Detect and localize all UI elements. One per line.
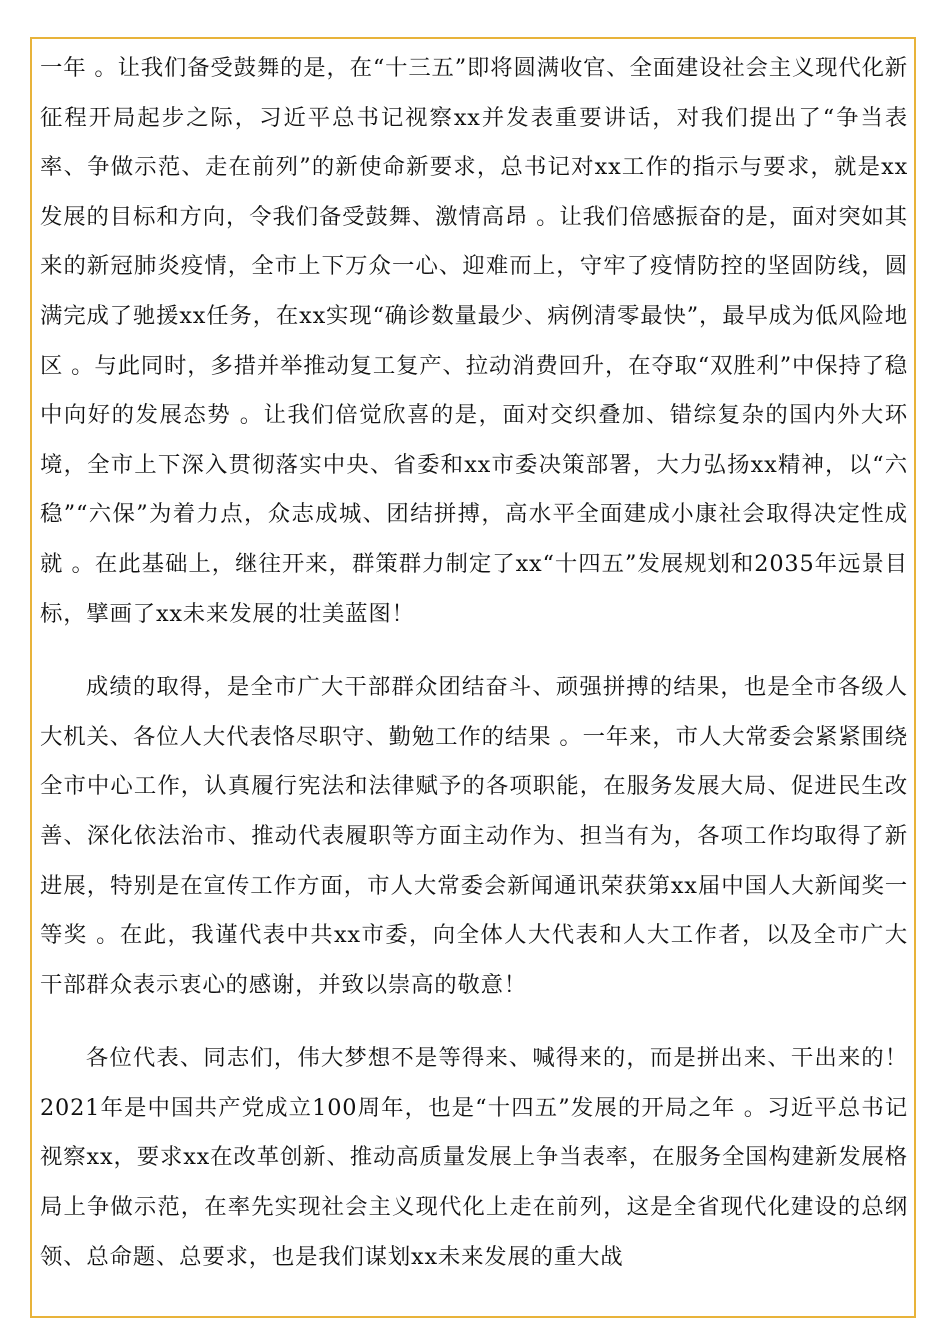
paragraph-1: 一年 。让我们备受鼓舞的是，在“十三五”即将圆满收官、全面建设社会主义现代化新征程开局起步之际，习近平总书记视察xx并发表重要讲话，对我们提出了“争当表率、争做示范、走在前列”的新使命新要求，总书记对xx工作的指示与要求，就是xx发展的目标和方向，令我们备受鼓舞、激情高昂 。让我们倍感振奋的是，面对突如其来的新冠肺炎疫情，全市上下万众一心、迎难而上，守牢了疫情防控的坚固防线，圆满完成了驰援xx任务，在xx实现“确诊数量最少、病例清零最快”，最早成为低风险地区 。与此同时，多措并举推动复工复产、拉动消费回升，在夺取“双胜利”中保持了稳中向好的发展态势 。让我们倍觉欣喜的是，面对交织叠加、错综复杂的国内外大环境，全市上下深入贯彻落实中央、省委和xx市委决策部署，大力弘扬xx精神，以“六稳”“六保”为着力点，众志成城、团结拼搏，高水平全面建成小康社会取得决定性成就 。在此基础上，继往开来，群策群力制定了xx“十四五”发展规划和2035年远景目标，擘画了xx未来发展的壮美蓝图！ — [40, 55, 908, 627]
paragraph-3: 各位代表、同志们，伟大梦想不是等得来、喊得来的，而是拼出来、干出来的！2021年是中国共产党成立100周年，也是“十四五”发展的开局之年 。习近平总书记视察xx，要求xx在改革创新、推动高质量发展上争当表率，在服务全国构建新发展格局上争做示范，在率先实现社会主义现代化上走在前列，这是全省现代化建设的总纲领、总命题、总要求，也是我们谋划xx未来发展的重大战 — [40, 1045, 908, 1270]
paragraph-gap — [40, 1010, 908, 1034]
document-body — [40, 44, 908, 1282]
paragraph-gap — [40, 639, 908, 663]
paragraph-2: 成绩的取得，是全市广大干部群众团结奋斗、顽强拼搏的结果，也是全市各级人大机关、各位人大代表恪尽职守、勤勉工作的结果 。一年来，市人大常委会紧紧围绕全市中心工作，认真履行宪法和法律赋予的各项职能，在服务发展大局、促进民生改善、深化依法治市、推动代表履职等方面主动作为、担当有为，各项工作均取得了新进展，特别是在宣传工作方面，市人大常委会新闻通讯荣获第xx届中国人大新闻奖一等奖 。在此，我谨代表中共xx市委，向全体人大代表和人大工作者，以及全市广大干部群众表示衷心的感谢，并致以崇高的敬意！ — [40, 674, 908, 998]
